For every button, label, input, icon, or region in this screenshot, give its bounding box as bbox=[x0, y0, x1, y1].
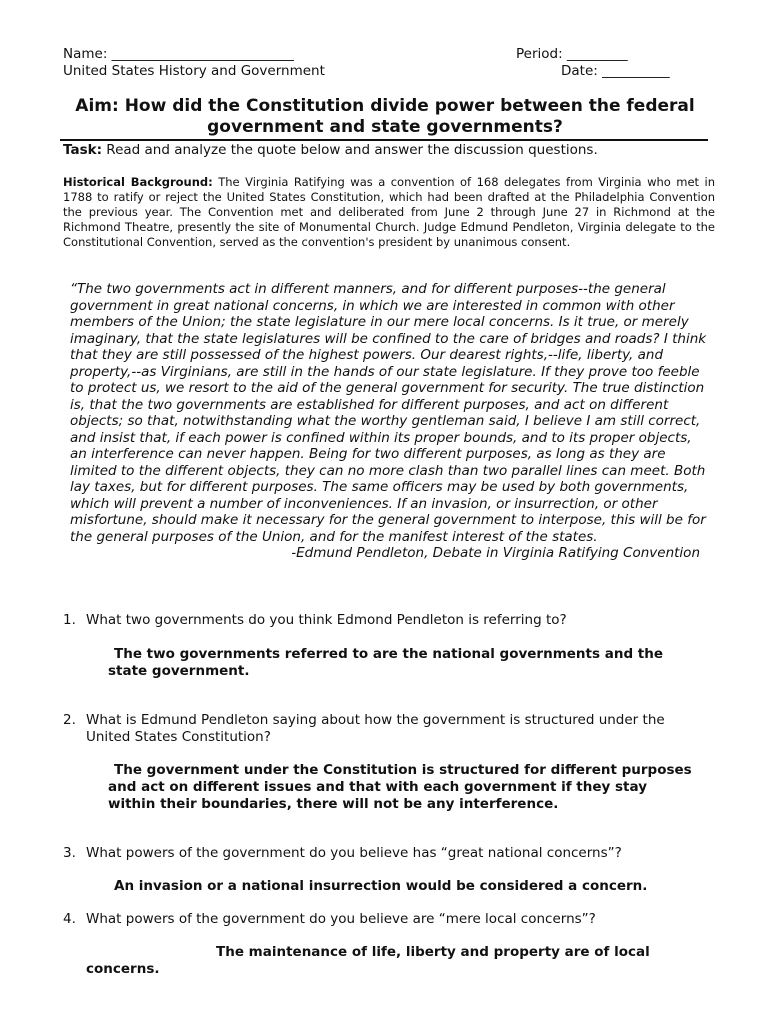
task-text: Read and analyze the quote below and answer the discussion questions. bbox=[102, 142, 598, 158]
question-2-continued: United States Constitution? bbox=[86, 729, 271, 745]
question-number: 4. bbox=[63, 911, 76, 927]
question-number: 3. bbox=[63, 845, 76, 861]
question-4 bbox=[63, 911, 596, 928]
question-2 bbox=[63, 712, 665, 729]
task-instruction bbox=[63, 142, 598, 159]
name-field-label: Name: ___________________________ bbox=[63, 46, 294, 62]
date-field-label: Date: __________ bbox=[561, 63, 670, 79]
primary-source-quote bbox=[70, 281, 710, 562]
aim-heading-line1: Aim: How did the Constitution divide power between the federal bbox=[75, 96, 695, 116]
answer-1-line-1: The two governments referred to are the national governments and the bbox=[114, 646, 664, 662]
answer-2-line-3: within their boundaries, there will not be any interference. bbox=[108, 796, 559, 812]
task-label: Task: bbox=[63, 142, 102, 158]
answer-4-line-2: concerns. bbox=[86, 961, 160, 977]
question-text: What is Edmund Pendleton saying about how the government is structured under the bbox=[86, 712, 665, 728]
aim-heading-line2: government and state governments? bbox=[207, 117, 563, 137]
answer-1-line-2: state government. bbox=[108, 663, 250, 679]
question-3 bbox=[63, 845, 622, 862]
answer-4-line-1: The maintenance of life, liberty and property are of local bbox=[216, 944, 650, 960]
background-text: The Virginia Ratifying was a convention of 168 delegates from Virginia who met in 1788 to ratify or reject the United States Constitution, which had been drafted at the Philadelphia Convention the previous year. The Convention met and deliberated from June 2 through June 27 in Richmond at the Richmond Theatre, presently the site of Monumental Church. Judge Edmund Pendleton, Virginia delegate to the Constitutional Convention, served as the convention's president by unanimous consent. bbox=[63, 175, 715, 249]
question-text: What powers of the government do you believe are “mere local concerns”? bbox=[86, 911, 596, 927]
quote-text: “The two governments act in different manners, and for different purposes--the general government in great national concerns, in which we are interested in common with other members of the Union; the state legislature in our mere local concerns. Is it true, or merely imaginary, that the state legislatures will be confined to the care of bridges and roads? I think that they are still possessed of the highest powers. Our dearest rights,--life, liberty, and property,--as Virginians, are still in the hands of our state legislature. If they prove too feeble to protect us, we resort to the aid of the general government for security. The true distinction is, that the two governments are established for different purposes, and act on different objects; so that, notwithstanding what the worthy gentleman said, I believe I am still correct, and insist that, if each power is confined within its proper bounds, and to its proper objects, an interference can never happen. Being for two different purposes, as long as they are limited to the different objects, they can no more clash than two parallel lines can meet. Both lay taxes, but for different purposes. The same officers may be used by both governments, which will prevent a number of inconveniences. If an invasion, or insurrection, or other misfortune, should make it necessary for the general government to interpose, this will be for the general purposes of the Union, and for the manifest interest of the states. bbox=[70, 281, 707, 545]
quote-attribution: -Edmund Pendleton, Debate in Virginia Ratifying Convention bbox=[291, 545, 700, 561]
question-1 bbox=[63, 612, 567, 629]
course-title: United States History and Government bbox=[63, 63, 325, 79]
historical-background bbox=[63, 175, 715, 250]
aim-heading bbox=[60, 96, 710, 138]
question-text: What powers of the government do you believe has “great national concerns”? bbox=[86, 845, 622, 861]
period-field-label: Period: _________ bbox=[516, 46, 628, 62]
background-label: Historical Background: bbox=[63, 175, 213, 189]
question-number: 1. bbox=[63, 612, 76, 628]
question-text: What two governments do you think Edmond Pendleton is referring to? bbox=[86, 612, 567, 628]
answer-3-line-1: An invasion or a national insurrection would be considered a concern. bbox=[114, 878, 648, 894]
heading-divider bbox=[60, 139, 708, 141]
question-number: 2. bbox=[63, 712, 76, 728]
answer-2-line-1: The government under the Constitution is structured for different purposes bbox=[114, 762, 692, 778]
answer-2-line-2: and act on different issues and that with each government if they stay bbox=[108, 779, 648, 795]
